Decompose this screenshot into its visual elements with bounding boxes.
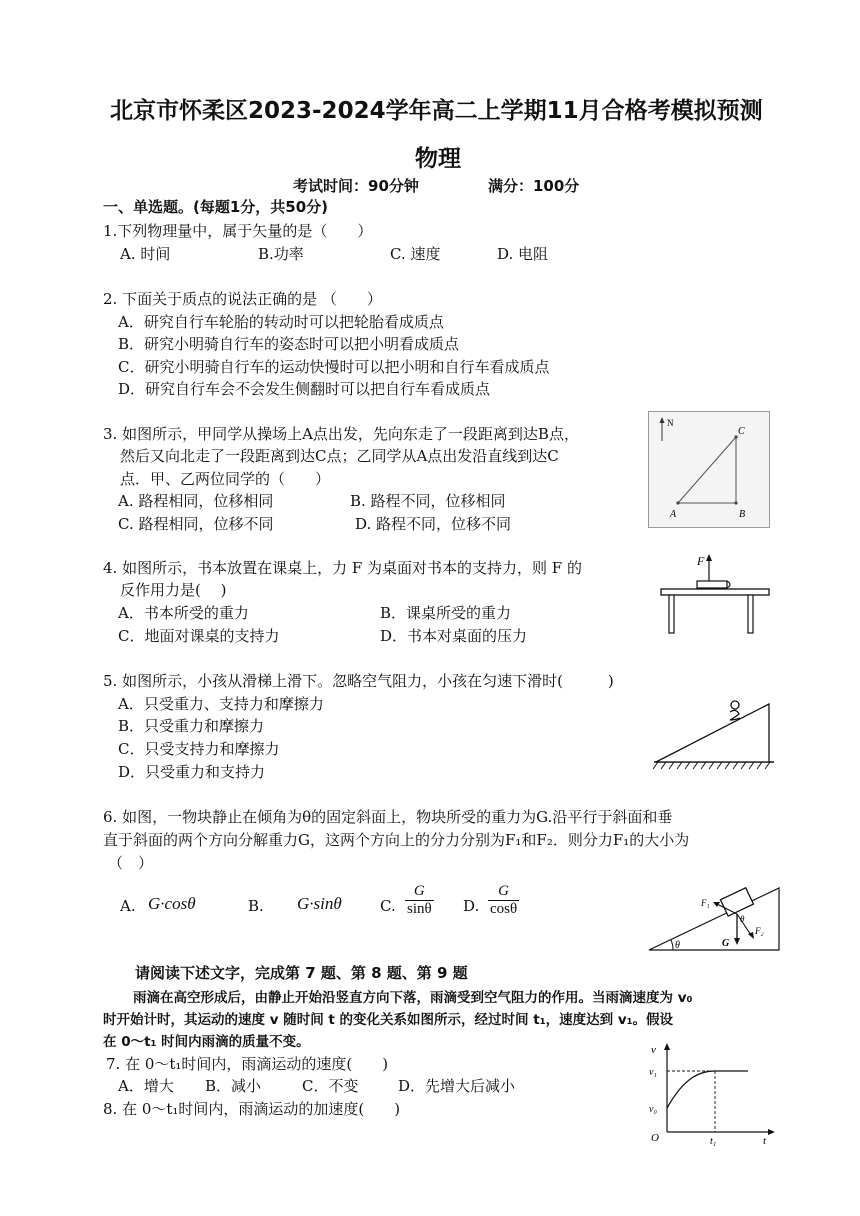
q5-option-d: D．只受重力和支持力 bbox=[118, 763, 266, 781]
slide-incline bbox=[656, 704, 769, 762]
q1-option-a: A. 时间 bbox=[120, 245, 171, 263]
q4-figure bbox=[655, 545, 775, 637]
q6-option-c-label: C. bbox=[380, 897, 396, 915]
q7-stem: 7. 在 0～t₁时间内，雨滴运动的速度( ) bbox=[106, 1055, 389, 1073]
theta-label-2: θ bbox=[740, 914, 745, 924]
q6-option-c-fraction bbox=[405, 883, 434, 918]
label-c: C bbox=[738, 426, 745, 437]
q6-option-a-label: A. bbox=[120, 897, 136, 915]
q7-option-a: A．增大 bbox=[118, 1077, 174, 1095]
q6-option-c-numerator: G bbox=[413, 883, 425, 899]
point-b bbox=[734, 501, 737, 504]
q4-option-c: C．地面对课桌的支持力 bbox=[118, 627, 280, 645]
q7-option-c: C．不变 bbox=[302, 1077, 359, 1095]
q1-option-d: D. 电阻 bbox=[497, 245, 549, 263]
full-score: 满分：100分 bbox=[488, 177, 580, 195]
page-title: 北京市怀柔区2023-2024学年高二上学期11月合格考模拟预测 bbox=[110, 98, 763, 124]
force-label: F bbox=[697, 554, 705, 568]
f2-label: F₂ bbox=[755, 926, 764, 936]
q2-option-d: D．研究自行车会不会发生侧翻时可以把自行车看成质点 bbox=[118, 380, 491, 398]
q2-stem: 2. 下面关于质点的说法正确的是 （ ） bbox=[103, 290, 382, 308]
v0-label: v₀ bbox=[649, 1104, 657, 1115]
q4-line2: 反作用力是( ) bbox=[120, 581, 227, 599]
t-axis-arrow bbox=[768, 1129, 775, 1135]
q4-line1: 4. 如图所示，书本放置在课桌上，力 F 为桌面对书本的支持力，则 F 的 bbox=[103, 559, 582, 577]
q5-option-c: C．只受支持力和摩擦力 bbox=[118, 740, 280, 758]
q6-option-d-label: D. bbox=[463, 897, 480, 915]
q6-option-a-expr: G·cosθ bbox=[148, 894, 196, 913]
q2-option-c: C．研究小明骑自行车的运动快慢时可以把小明和自行车看成质点 bbox=[118, 358, 550, 376]
point-a bbox=[676, 501, 679, 504]
label-a: A bbox=[670, 509, 677, 520]
t-axis-label: t bbox=[763, 1135, 767, 1147]
q1-option-b: B.功率 bbox=[258, 245, 304, 263]
q5-option-a: A．只受重力、支持力和摩擦力 bbox=[118, 695, 324, 713]
exam-time: 考试时间：90分钟 bbox=[293, 177, 419, 195]
q8-stem: 8. 在 0～t₁时间内，雨滴运动的加速度( ) bbox=[103, 1100, 401, 1118]
passage-line3: 在 0～t₁ 时间内雨滴的质量不变。 bbox=[103, 1034, 310, 1050]
force-arrow-head bbox=[706, 554, 712, 561]
q6-figure bbox=[645, 866, 785, 956]
q6-line1: 6. 如图，一物块静止在倾角为θ的固定斜面上，物块所受的重力为G.沿平行于斜面和垂 bbox=[103, 808, 673, 826]
q6-option-d-numerator: G bbox=[498, 883, 510, 899]
q3-option-d: D. 路程不同，位移不同 bbox=[355, 515, 512, 533]
q7-option-d: D．先增大后减小 bbox=[398, 1077, 516, 1095]
q3-line1: 3. 如图所示，甲同学从操场上A点出发，先向东走了一段距离到达B点， bbox=[103, 425, 579, 443]
q3-option-c: C. 路程相同，位移不同 bbox=[118, 515, 274, 533]
origin-label: O bbox=[651, 1132, 659, 1144]
q2-option-b: B．研究小明骑自行车的姿态时可以把小明看成质点 bbox=[118, 335, 460, 353]
q1-stem: 1.下列物理量中，属于矢量的是（ ） bbox=[103, 222, 373, 240]
q5-option-b: B．只受重力和摩擦力 bbox=[118, 717, 265, 735]
q6-option-b-label: B. bbox=[248, 897, 264, 915]
q3-line2: 然后又向北走了一段距离到达C点；乙同学从A点出发沿直线到达C bbox=[120, 447, 559, 465]
v1-label: v₁ bbox=[649, 1067, 657, 1078]
q7-option-b: B．减小 bbox=[205, 1077, 262, 1095]
v-axis-arrow bbox=[664, 1043, 670, 1050]
label-b: B bbox=[739, 509, 746, 520]
t1-label: t₁ bbox=[710, 1136, 717, 1147]
q2-option-a: A．研究自行车轮胎的转动时可以把轮胎看成质点 bbox=[118, 313, 444, 331]
theta-label: θ bbox=[675, 940, 680, 951]
north-label: N bbox=[667, 418, 674, 428]
q4-option-b: B．课桌所受的重力 bbox=[380, 604, 512, 622]
q6-line3: （ ） bbox=[108, 854, 154, 872]
q3-option-a: A. 路程相同，位移相同 bbox=[118, 492, 274, 510]
passage-intro: 请阅读下述文字，完成第 7 题、第 8 题、第 9 题 bbox=[135, 964, 468, 982]
g-label: G bbox=[722, 938, 730, 949]
q5-stem: 5. 如图所示，小孩从滑梯上滑下。忽略空气阻力，小孩在匀速下滑时( ) bbox=[103, 672, 614, 690]
q6-option-b-expr: G·sinθ bbox=[297, 894, 342, 913]
q1-option-c: C. 速度 bbox=[390, 245, 441, 263]
q3-figure bbox=[648, 411, 770, 528]
q6-option-d-denominator: cosθ bbox=[490, 901, 518, 917]
section-heading: 一、单选题。(每题1分，共50分) bbox=[103, 198, 329, 216]
q6-option-d-fraction bbox=[488, 883, 519, 918]
q5-figure bbox=[650, 690, 780, 772]
q6-line2: 直于斜面的两个方向分解重力G，这两个方向上的分力分别为F₁和F₂．则分力F₁的大小为 bbox=[103, 831, 690, 849]
book bbox=[697, 581, 727, 588]
q3-option-b: B. 路程不同，位移相同 bbox=[350, 492, 506, 510]
table-leg-left bbox=[669, 595, 674, 633]
q3-figure-frame bbox=[649, 412, 770, 528]
q3-line3: 点．甲、乙两位同学的（ ） bbox=[120, 470, 331, 488]
velocity-time-graph bbox=[645, 1040, 780, 1148]
child-figure bbox=[730, 701, 740, 720]
v-axis-label: v bbox=[651, 1044, 656, 1056]
table-leg-right bbox=[748, 595, 753, 633]
passage-line2: 时开始计时，其运动的速度 v 随时间 t 的变化关系如图所示，经过时间 t₁，速度达到 v₁。假设 bbox=[103, 1012, 674, 1028]
velocity-curve bbox=[667, 1071, 748, 1108]
q4-option-d: D．书本对桌面的压力 bbox=[380, 627, 528, 645]
passage-line1: 雨滴在高空形成后，由静止开始沿竖直方向下落，雨滴受到空气阻力的作用。当雨滴速度为 v₀ bbox=[133, 990, 693, 1006]
incline bbox=[649, 888, 779, 950]
ground-hatch bbox=[653, 762, 770, 769]
subject-title: 物理 bbox=[415, 146, 461, 172]
table-top bbox=[661, 589, 769, 595]
q6-option-c-denominator: sinθ bbox=[407, 901, 432, 917]
q4-option-a: A．书本所受的重力 bbox=[118, 604, 249, 622]
f1-label: F₁ bbox=[701, 898, 710, 908]
